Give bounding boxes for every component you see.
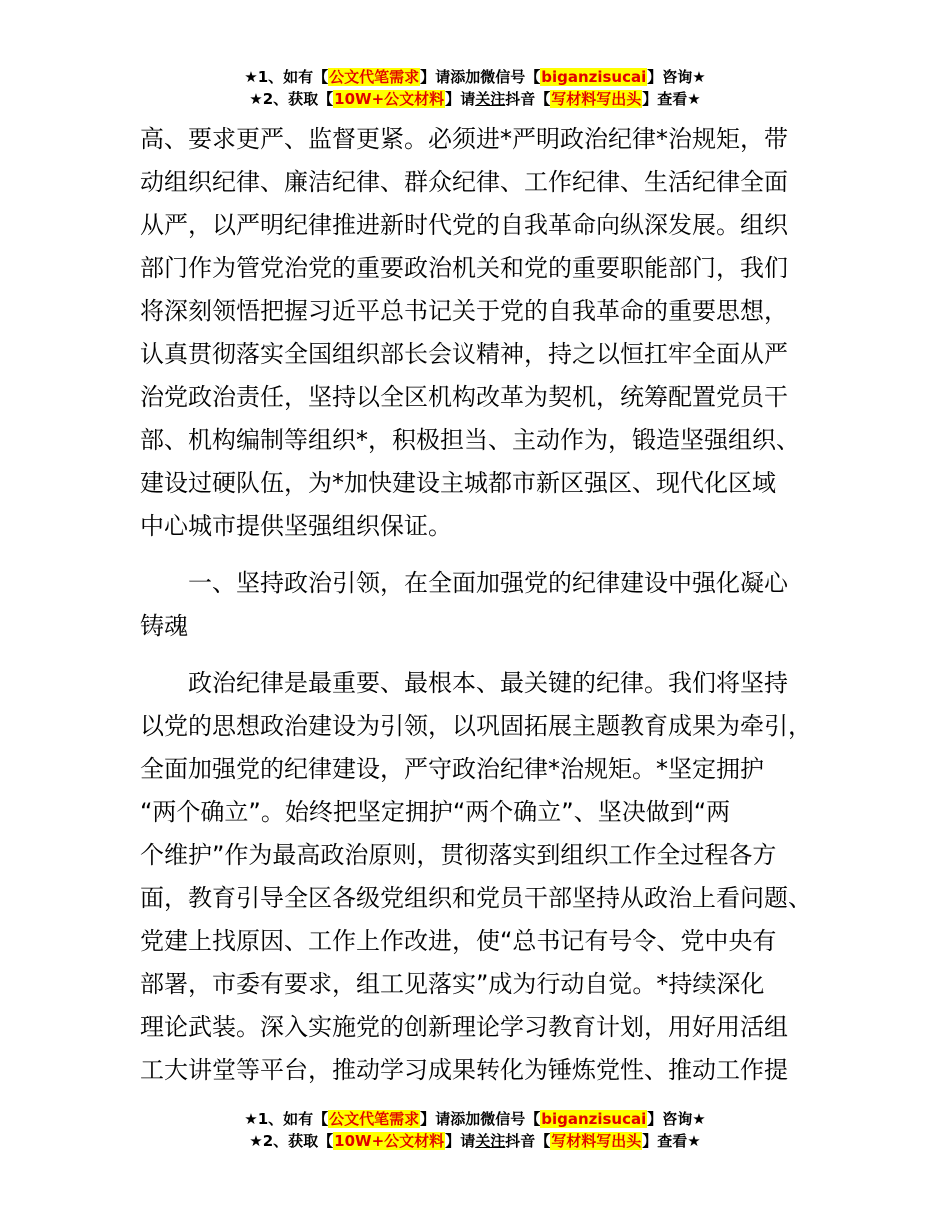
footer-banner	[0, 1108, 950, 1152]
text-line: 党建上找原因、工作上作改进，使“总书记有号令、党中央有	[140, 927, 777, 955]
bracket: 】	[647, 1110, 663, 1128]
banner-text: ★2、获取	[249, 1132, 319, 1150]
banner-text: 咨询★	[662, 68, 706, 86]
text-line: 部、机构编制等组织*，积极担当、主动作为，锻造坚强组织、	[140, 426, 800, 454]
paragraph-1	[140, 118, 830, 548]
text-line: 高、要求更严、监督更紧。必须进*严明政治纪律*治规矩，带	[140, 125, 788, 153]
text-line: 政治纪律是最重要、最根本、最关键的纪律。我们将坚持	[188, 669, 788, 697]
banner-text: 查看★	[657, 90, 701, 108]
banner-text: ★1、如有	[244, 1110, 314, 1128]
text-line: 建设过硬队伍，为*加快建设主城都市新区强区、现代化区域	[140, 469, 776, 497]
text-line: 理论武装。深入实施党的创新理论学习教育计划，用好用活组	[140, 1013, 788, 1041]
text-line: 动组织纪律、廉洁纪律、群众纪律、工作纪律、生活纪律全面	[140, 168, 788, 196]
bracket: 】	[642, 90, 658, 108]
banner-text: 抖音	[505, 90, 536, 108]
banner-text: 请	[460, 90, 476, 108]
bracket: 】	[445, 1132, 461, 1150]
header-banner	[0, 66, 950, 110]
highlight-douyin-account: 写材料写出头	[551, 90, 642, 108]
banner-line-2	[0, 88, 950, 110]
bracket: 】	[420, 1110, 436, 1128]
bracket: 【	[535, 90, 551, 108]
text-line: 部署，市委有要求，组工见落实”成为行动自觉。*持续深化	[140, 970, 765, 998]
highlight-ghostwriting: 公文代笔需求	[329, 1110, 420, 1128]
banner-text: 查看★	[657, 1132, 701, 1150]
banner-text: 请添加微信号	[435, 1110, 526, 1128]
bracket: 】	[647, 68, 663, 86]
banner-text: 请	[460, 1132, 476, 1150]
text-line: 面，教育引导全区各级党组织和党员干部坚持从政治上看问题、	[140, 884, 812, 912]
bracket: 】	[445, 90, 461, 108]
document-body	[140, 118, 830, 1092]
banner-line-2	[0, 1130, 950, 1152]
highlight-douyin-account: 写材料写出头	[551, 1132, 642, 1150]
heading-line: 一、坚持政治引领，在全面加强党的纪律建设中强化凝心	[188, 569, 788, 597]
text-line: 认真贯彻落实全国组织部长会议精神，持之以恒扛牢全面从严	[140, 340, 788, 368]
banner-text: ★2、获取	[249, 90, 319, 108]
bracket: 【	[313, 68, 329, 86]
bracket: 】	[642, 1132, 658, 1150]
bracket: 【	[313, 1110, 329, 1128]
bracket: 【	[525, 1110, 541, 1128]
text-line: 工大讲堂等平台，推动学习成果转化为锤炼党性、推动工作提	[140, 1056, 788, 1084]
text-line: 全面加强党的纪律建设，严守政治纪律*治规矩。*坚定拥护	[140, 755, 764, 783]
bracket: 【	[318, 90, 334, 108]
bracket: 【	[535, 1132, 551, 1150]
bracket: 】	[420, 68, 436, 86]
highlight-ghostwriting: 公文代笔需求	[329, 68, 420, 86]
text-line: 从严，以严明纪律推进新时代党的自我革命向纵深发展。组织	[140, 211, 788, 239]
paragraph-spacer	[140, 648, 830, 662]
banner-text: 抖音	[505, 1132, 536, 1150]
text-line: 个维护”作为最高政治原则，贯彻落实到组织工作全过程各方	[140, 841, 777, 869]
banner-text: ★1、如有	[244, 68, 314, 86]
bracket: 【	[318, 1132, 334, 1150]
banner-line-1	[0, 1108, 950, 1130]
highlight-materials: 10W+公文材料	[334, 1132, 445, 1150]
text-line: 部门作为管党治党的重要政治机关和党的重要职能部门，我们	[140, 254, 788, 282]
text-line: 将深刻领悟把握习近平总书记关于党的自我革命的重要思想，	[140, 297, 788, 325]
text-line: 以党的思想政治建设为引领，以巩固拓展主题教育成果为牵引，	[140, 712, 812, 740]
banner-text: 咨询★	[662, 1110, 706, 1128]
text-line: “两个确立”。始终把坚定拥护“两个确立”、坚决做到“两	[140, 798, 731, 826]
underlined-follow: 关注	[475, 1132, 506, 1150]
text-line: 治党政治责任，坚持以全区机构改革为契机，统筹配置党员干	[140, 383, 788, 411]
highlight-wechat-id: biganzisucai	[541, 1110, 647, 1128]
text-line: 中心城市提供坚强组织保证。	[140, 512, 452, 540]
bracket: 【	[525, 68, 541, 86]
highlight-materials: 10W+公文材料	[334, 90, 445, 108]
banner-line-1	[0, 66, 950, 88]
section-heading	[140, 562, 830, 648]
paragraph-2	[140, 662, 830, 1092]
heading-line: 铸魂	[140, 612, 188, 640]
highlight-wechat-id: biganzisucai	[541, 68, 647, 86]
banner-text: 请添加微信号	[435, 68, 526, 86]
paragraph-spacer	[140, 548, 830, 562]
underlined-follow: 关注	[475, 90, 506, 108]
